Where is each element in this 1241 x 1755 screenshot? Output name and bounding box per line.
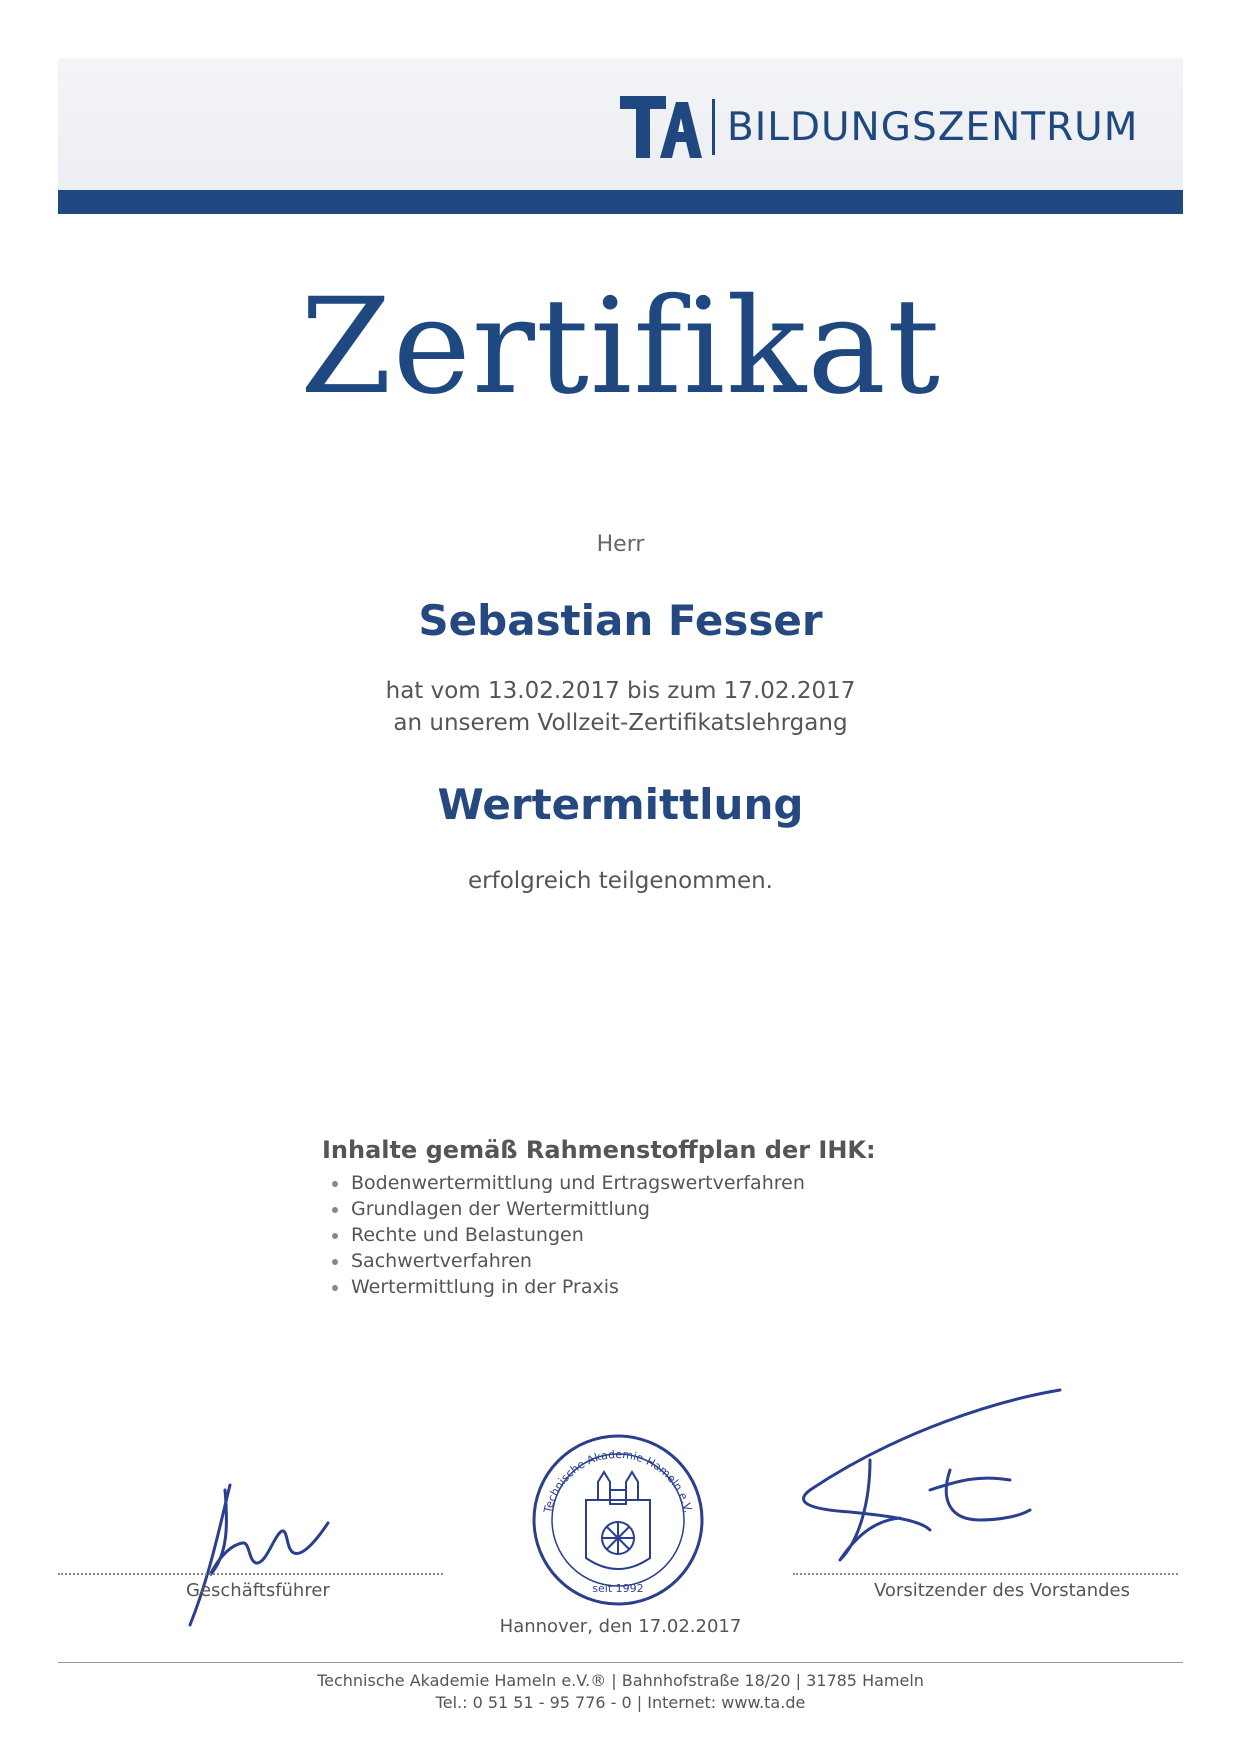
signature-line-right [793,1573,1178,1575]
course-type: an unserem Vollzeit-Zertifikatslehrgang [393,710,848,736]
logo-brand-text: BILDUNGSZENTRUM [727,104,1139,150]
list-item: Sachwertverfahren [322,1248,876,1274]
signature-line-left [58,1573,443,1575]
signature-label-left: Geschäftsführer [186,1580,330,1601]
footer-address: Technische Akademie Hameln e.V.® | Bahnhofstraße 18/20 | 31785 Hameln [317,1671,924,1690]
seal-text-bottom: seit 1992 [592,1582,644,1595]
association-seal [528,1430,708,1610]
list-item: Rechte und Belastungen [322,1222,876,1248]
ta-logo [620,92,1138,162]
contents-title: Inhalte gemäß Rahmenstoffplan der IHK: [322,1136,876,1164]
svg-text:Technische Akademie Hameln e.V [541,1448,694,1515]
ta-logo-mark-icon [620,96,702,158]
signature-label-right: Vorsitzender des Vorstandes [874,1580,1130,1601]
signature-left [170,1465,400,1635]
contents-section [322,1136,876,1300]
list-item: Bodenwertermittlung und Ertragswertverfahren [322,1170,876,1196]
footer-divider [58,1662,1183,1663]
contents-list [322,1170,876,1300]
certificate-title: Zertifikat [300,270,941,424]
result-text: erfolgreich teilgenommen. [468,868,773,894]
seal-text-top: Technische Akademie Hameln e.V. [541,1447,695,1515]
logo-separator [712,99,715,155]
place-date: Hannover, den 17.02.2017 [499,1616,742,1637]
salutation: Herr [596,532,645,557]
footer-contact: Tel.: 0 51 51 - 95 776 - 0 | Internet: www.ta.de [435,1693,806,1712]
list-item: Wertermittlung in der Praxis [322,1274,876,1300]
course-name: Wertermittlung [437,780,804,829]
recipient-name: Sebastian Fesser [418,596,823,645]
list-item: Grundlagen der Wertermittlung [322,1196,876,1222]
signature-right [780,1380,1080,1580]
header-bar [58,190,1183,214]
course-period: hat vom 13.02.2017 bis zum 17.02.2017 [385,678,856,704]
